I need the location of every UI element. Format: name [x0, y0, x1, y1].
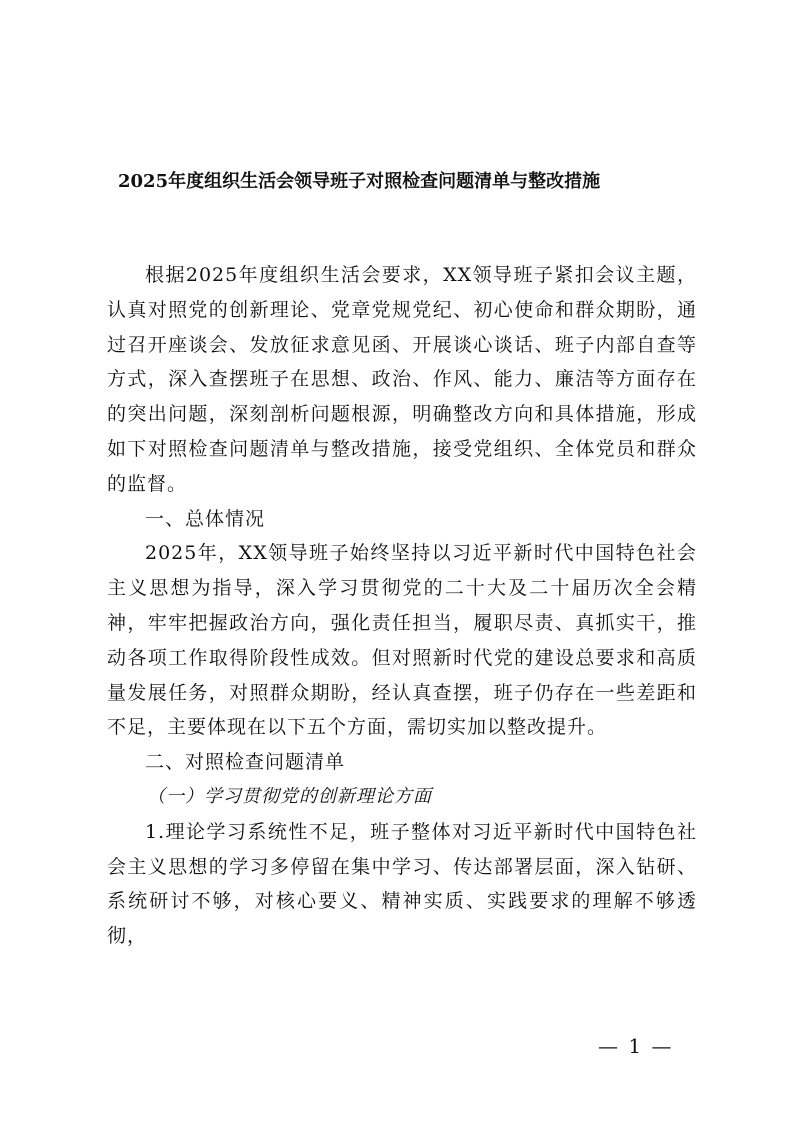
intro-paragraph: 根据2025年度组织生活会要求，XX领导班子紧扣会议主题，认真对照党的创新理论、党章党规党纪、初心使命和群众期盼，通过召开座谈会、发放征求意见函、开展谈心谈话、班子内部自查等方式，深入查摆班子在思想、政治、作风、能力、廉洁等方面存在的突出问题，深刻剖析问题根源，明确整改方向和具体措施，形成如下对照检查问题清单与整改措施，接受党组织、全体党员和群众的监督。	[107, 264, 697, 495]
overview-paragraph: 2025年，XX领导班子始终坚持以习近平新时代中国特色社会主义思想为指导，深入学习贯彻党的二十大及二十届历次全会精神，牢牢把握政治方向，强化责任担当，履职尽责、真抓实干，推动各项工作取得阶段性成效。但对照新时代党的建设总要求和高质量发展任务，对照群众期盼，经认真查摆，班子仍存在一些差距和不足，主要体现在以下五个方面，需切实加以整改提升。	[107, 542, 697, 739]
section-heading-issues: 二、对照检查问题清单	[145, 751, 346, 774]
document-title: 2025年度组织生活会领导班子对照检查问题清单与整改措施	[118, 171, 601, 192]
document-body	[107, 258, 697, 954]
page-number: — 1 —	[598, 1034, 674, 1058]
section-heading-overview: 一、总体情况	[145, 507, 266, 530]
issue-item-1: 1.理论学习系统性不足，班子整体对习近平新时代中国特色社会主义思想的学习多停留在集中学习、传达部署层面，深入钻研、系统研讨不够，对核心要义、精神实质、实践要求的理解不够透彻，	[107, 820, 697, 948]
subsection-heading-theory: （一）学习贯彻党的创新理论方面	[147, 785, 432, 807]
